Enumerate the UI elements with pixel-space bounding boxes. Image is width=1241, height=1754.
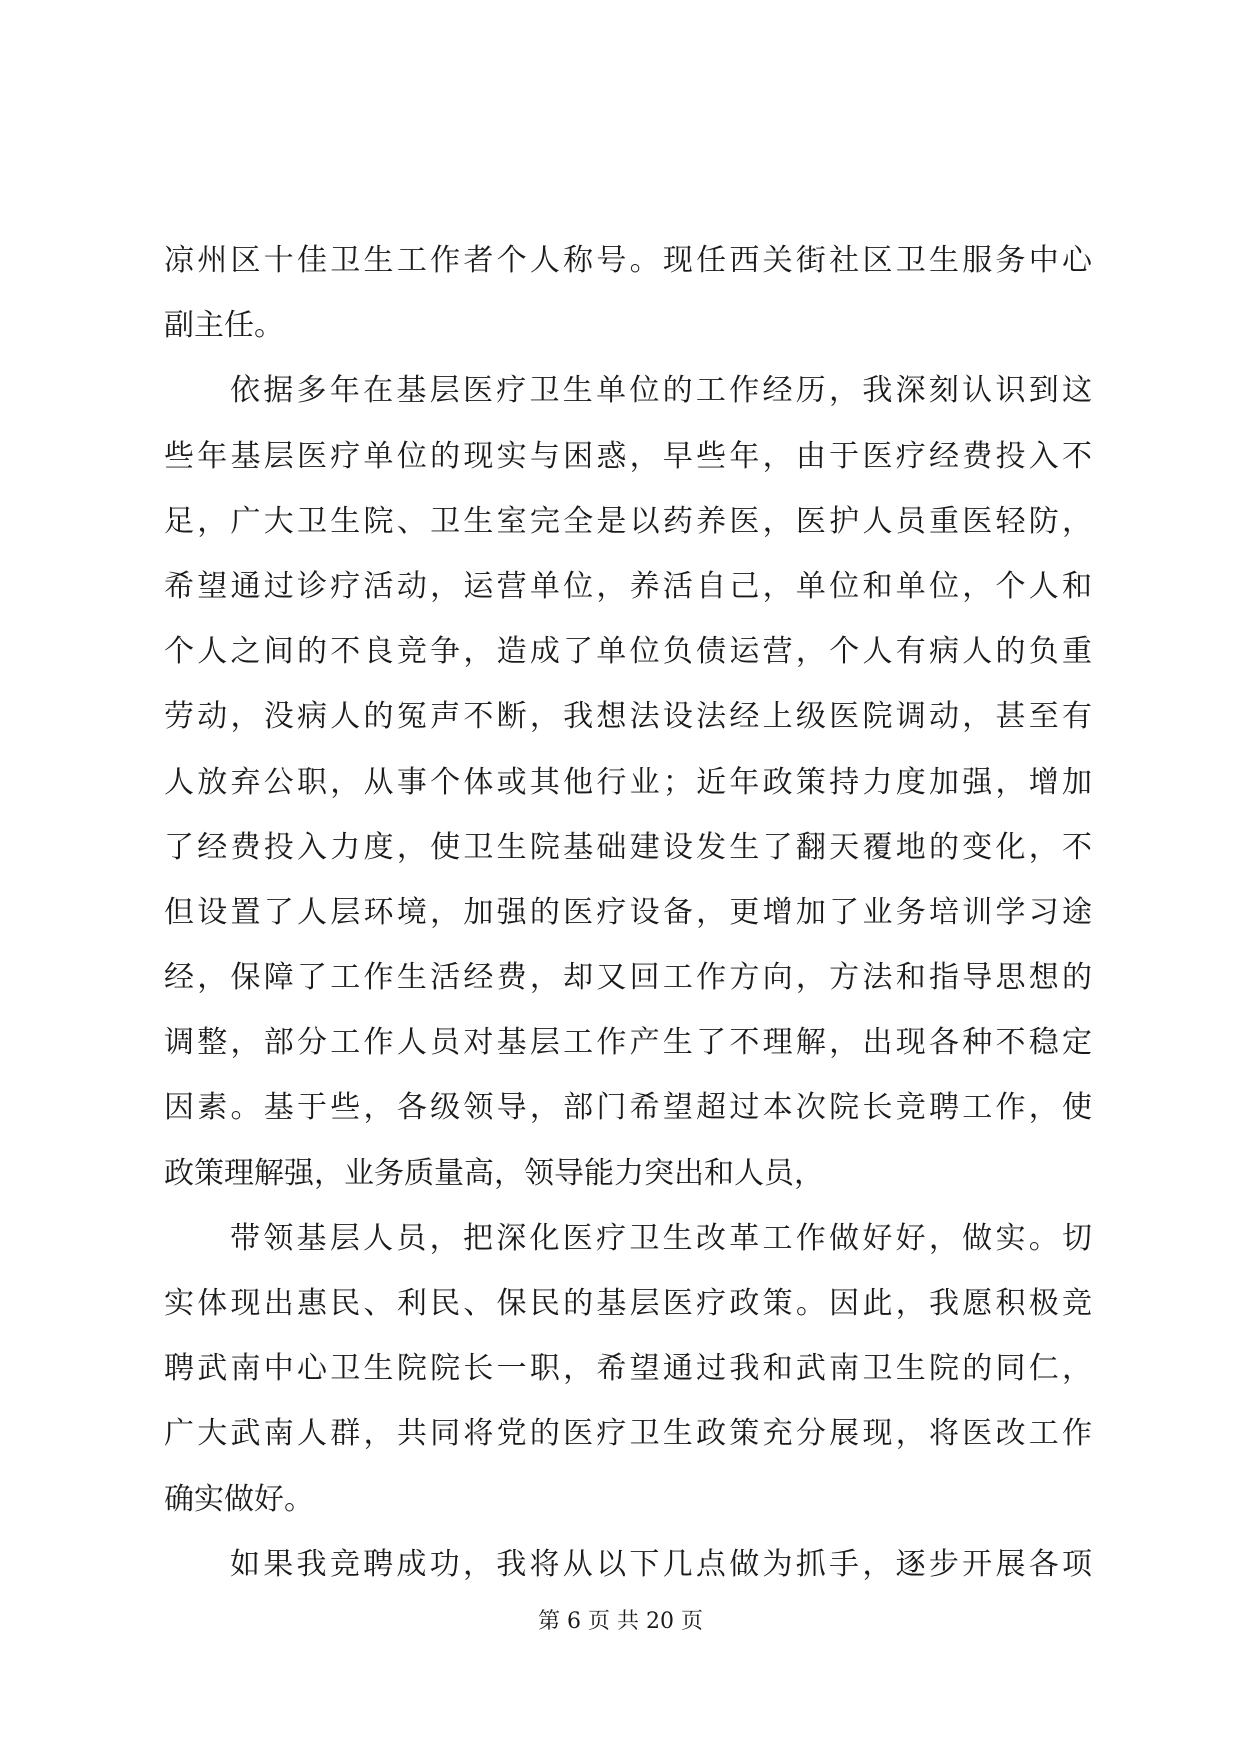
text-line: 实体现出惠民、利民、保民的基层医疗政策。因此，我愿积极竞 — [164, 1286, 1092, 1321]
page-number-footer: 第 6 页 共 20 页 — [538, 1609, 703, 1634]
paragraph-first-line: 依据多年在基层医疗卫生单位的工作经历，我深刻认识到这 — [230, 373, 1092, 409]
text-line: 人放弃公职，从事个体或其他行业；近年政策持力度加强，增加 — [164, 764, 1092, 800]
text-line: 因素。基于些，各级领导，部门希望超过本次院长竞聘工作，使 — [164, 1090, 1092, 1126]
text-line: 广大武南人群，共同将党的医疗卫生政策充分展现，将医改工作 — [164, 1416, 1092, 1452]
text-line: 劳动，没病人的冤声不断，我想法设法经上级医院调动，甚至有 — [164, 699, 1092, 735]
text-line: 聘武南中心卫生院院长一职，希望通过我和武南卫生院的同仁， — [164, 1351, 1092, 1387]
paragraph-first-line: 如果我竞聘成功，我将从以下几点做为抓手，逐步开展各项 — [230, 1546, 1092, 1582]
text-line: 了经费投入力度，使卫生院基础建设发生了翻天覆地的变化，不 — [164, 829, 1092, 865]
text-line: 经，保障了工作生活经费，却又回工作方向，方法和指导思想的 — [164, 960, 1092, 996]
text-line: 足，广大卫生院、卫生室完全是以药养医，医护人员重医轻防， — [164, 503, 1092, 539]
text-line: 政策理解强，业务质量高，领导能力突出和人员， — [164, 1155, 824, 1191]
text-line: 希望通过诊疗活动，运营单位，养活自己，单位和单位，个人和 — [164, 568, 1092, 604]
text-line: 些年基层医疗单位的现实与困惑，早些年，由于医疗经费投入不 — [164, 438, 1092, 474]
text-line: 但设置了人层环境，加强的医疗设备，更增加了业务培训学习途 — [164, 894, 1092, 930]
paragraph-first-line: 带领基层人员，把深化医疗卫生改革工作做好好，做实。切 — [230, 1220, 1092, 1256]
text-line: 调整，部分工作人员对基层工作产生了不理解，出现各种不稳定 — [164, 1025, 1092, 1061]
text-line: 个人之间的不良竞争，造成了单位负债运营，个人有病人的负重 — [164, 634, 1092, 670]
body-text — [164, 228, 1092, 1597]
text-line: 确实做好。 — [164, 1481, 314, 1517]
text-line: 副主任。 — [164, 308, 284, 344]
text-line: 凉州区十佳卫生工作者个人称号。现任西关街社区卫生服务中心 — [164, 243, 1092, 278]
